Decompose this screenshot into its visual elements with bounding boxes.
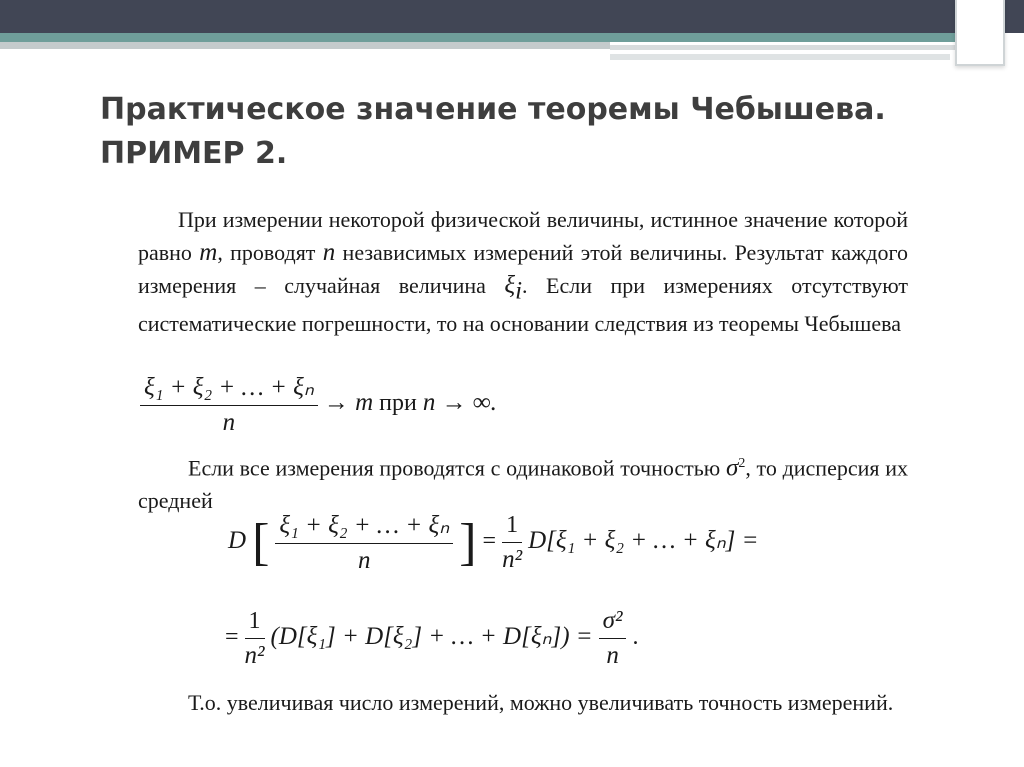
formula-result-sum: (D[ξ₁] + D[ξ₂] + … + D[ξₙ]) = [270,623,593,651]
formula-result-denominator: n [606,642,619,669]
formula-variance-denominator: n [358,547,371,574]
formula-limit-arrow: → m [323,389,374,417]
var-n: n [322,239,336,266]
var-m: m [199,239,218,266]
formula-variance-result [225,607,638,670]
formula-limit-numerator: ξ₁ + ξ₂ + … + ξₙ [140,372,318,406]
paragraph-1 [138,203,908,340]
formula-variance-fraction [275,510,453,575]
var-sigma: σ [725,454,739,482]
formula-result-dot: . [632,624,639,651]
var-xi-index: i [515,277,523,305]
accent-stripe-gray-right [610,45,1005,50]
formula-variance-D: D [228,527,247,555]
formula-result-coef-num: 1 [245,608,265,639]
var-sigma-power: 2 [738,456,746,471]
formula-limit-fraction [140,372,318,437]
formula-result-equals: = [225,624,239,651]
paragraph-1-text-d: . Если при измерениях отсутствуют систематические погрешности, то на основании следствия из теоремы Чебышева [138,273,908,337]
paragraph-1-text-c: независимых измерений этой величины. Результат каждого измерения – случайная величина [138,240,908,298]
paragraph-2-text-a: Если все измерения проводятся с одинаковой точностью [188,455,726,481]
accent-stripe-thin [610,54,950,60]
slide-title: Практическое значение теоремы Чебышева. ПРИМЕР 2. [100,92,886,171]
formula-variance-numerator: ξ₁ + ξ₂ + … + ξₙ [275,510,453,544]
bracket-close: ] [459,514,477,571]
accent-stripe [0,33,1000,42]
formula-variance-coef-den: n² [502,545,523,573]
top-bar [0,0,1024,33]
bracket-open: [ [252,514,270,571]
paragraph-2 [138,447,908,517]
page-number: 14 [970,8,990,27]
formula-result-coefficient [245,608,265,670]
paragraph-1-text-a: При измерении некоторой физической величины, истинное значение которой равно [138,207,908,265]
formula-variance-coef-num: 1 [502,512,522,543]
formula-result-coef-den: n² [244,641,265,669]
formula-variance-coefficient [502,512,522,574]
formula-limit-at: при [379,390,417,417]
formula-variance [228,510,759,575]
formula-result-fraction [599,607,627,670]
accent-stripe-gray [0,42,610,49]
paragraph-1-text-b: , проводят [217,240,323,265]
paragraph-3: Т.о. увеличивая число измерений, можно увеличивать точность измерений. [188,690,894,715]
formula-variance-equals: = [482,528,497,555]
var-xi: ξ [504,272,516,299]
formula-limit [140,372,497,437]
formula-limit-denominator: n [222,409,236,436]
formula-limit-condition: n → ∞. [422,389,497,417]
formula-variance-rhs: D[ξ₁ + ξ₂ + … + ξₙ] = [528,527,759,555]
paragraph-2-text-b: , то дисперсия их средней [138,455,908,514]
formula-result-numerator: σ² [599,607,627,639]
